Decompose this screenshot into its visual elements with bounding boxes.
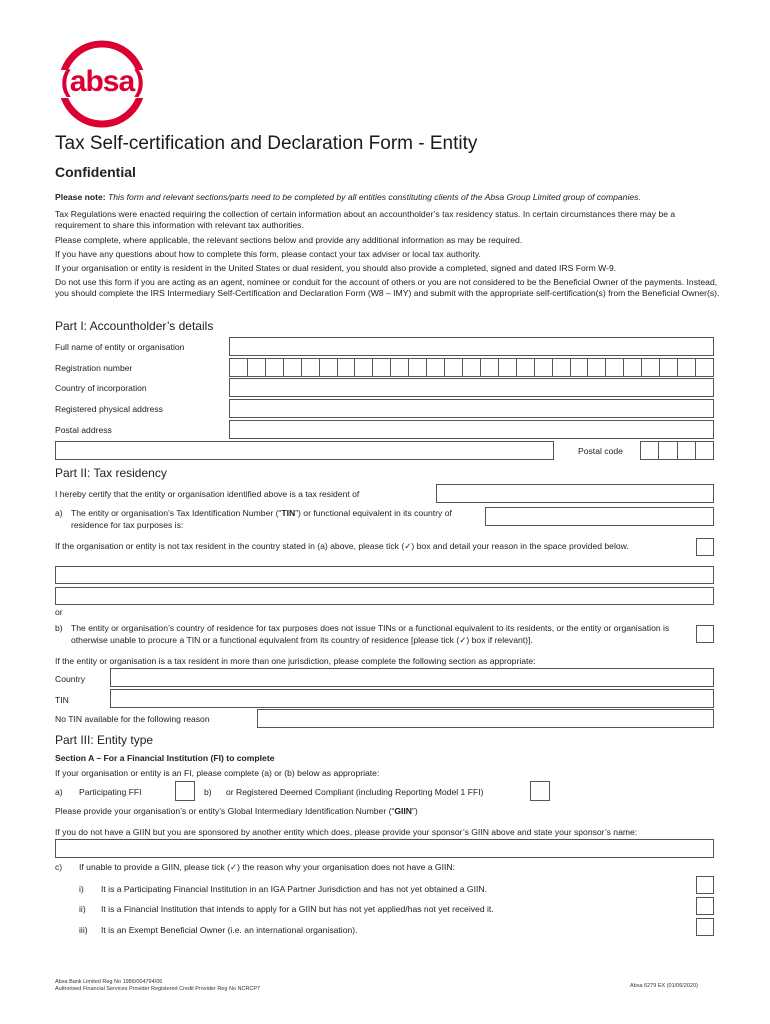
participating-a-label: a) [55, 787, 63, 797]
postal-code-field[interactable] [640, 441, 714, 460]
form-title: Tax Self-certification and Declaration Form - Entity [55, 133, 478, 154]
tin-question: The entity or organisation’s Tax Identification Number (“TIN”) or functional equivalent in its country of residence for tax purposes is: [71, 508, 452, 530]
country2-label: Country [55, 674, 86, 684]
postal-code-label: Postal code [578, 446, 623, 456]
section-a-heading: Section A – For a Financial Institution (FI) to complete [55, 753, 275, 763]
participating-ffi-label: Participating FFI [79, 787, 142, 797]
participating-ffi-checkbox[interactable] [175, 781, 195, 801]
no-tin-reason-label: No TIN available for the following reason [55, 714, 210, 724]
absa-logo: (absa) [54, 36, 150, 132]
logo-wordmark: absa [69, 65, 135, 98]
intro-1: Tax Regulations were enacted requiring the collection of certain information about an accountholder’s tax residency status. In certain circumstances there may be a requirement to share this information with relevant tax authorities. [55, 209, 676, 231]
no-tin-checkbox[interactable] [696, 625, 714, 643]
note: Please note: This form and relevant sections/parts need to be completed by all entities constituting clients of the Absa Group Limited group of companies. [55, 192, 641, 202]
reason-iii-num: iii) [79, 925, 88, 935]
deemed-b-label: b) [204, 787, 212, 797]
reason-ii-checkbox[interactable] [696, 897, 714, 915]
tin2-field[interactable] [110, 689, 714, 708]
footer-form-code: Absa 6279 EX (01/06/2020) [630, 983, 698, 989]
country2-field[interactable] [110, 668, 714, 687]
confidential-label: Confidential [55, 164, 136, 180]
deemed-compliant-checkbox[interactable] [530, 781, 550, 801]
c-label: c) [55, 862, 63, 872]
part1-heading: Part I: Accountholder’s details [55, 319, 214, 333]
reason-ii-text: It is a Financial Institution that intends to apply for a GIIN but has not yet applied/has not yet received it. [101, 904, 494, 914]
reason-i-num: i) [79, 884, 84, 894]
part3-heading: Part III: Entity type [55, 733, 154, 747]
country-label: Country of incorporation [55, 383, 147, 393]
a-label: a) [55, 508, 63, 518]
registration-label: Registration number [55, 363, 133, 373]
no-giin-text: If unable to provide a GIIN, please tick (✓) the reason why your organisation does not have a GIIN: [79, 862, 455, 872]
postal-address-label: Postal address [55, 425, 112, 435]
intro-3: If you have any questions about how to complete this form, please contact your tax adviser or local tax authority. [55, 249, 481, 259]
no-tin-country-text: The entity or organisation’s country of residence for tax purposes does not issue TINs or a functional equivalent to its residents, or the entity or organisation is otherwise unable to procure a TIN or a functional equivalent from its country of residence [please tick (✓) box if relevant)]. [71, 623, 670, 645]
intro-5: Do not use this form if you are acting as an agent, nominee or conduit for the account of others or you are not considered to be the Beneficial Owner of the payments. Instead, you should complete the IRS Intermediary Self-Certification and Declaration Form (W8 – IMY) and submit with the appropriate self-certification(s) from the Beneficial Owner(s). [55, 277, 720, 299]
postal-address-field-2[interactable] [55, 441, 554, 460]
reason-i-text: It is a Participating Financial Institution in an IGA Partner Jurisdiction and has not yet obtained a GIIN. [101, 884, 487, 894]
full-name-field[interactable] [229, 337, 714, 356]
registration-field[interactable] [229, 358, 714, 377]
full-name-label: Full name of entity or organisation [55, 342, 185, 352]
not-resident-checkbox[interactable] [696, 538, 714, 556]
intro-2: Please complete, where applicable, the relevant sections below and provide any additional information as may be required. [55, 235, 523, 245]
tin-field[interactable] [485, 507, 714, 526]
tin2-label: TIN [55, 695, 69, 705]
part2-heading: Part II: Tax residency [55, 466, 167, 480]
reason-field-2[interactable] [55, 587, 714, 605]
multi-jurisdiction-text: If the entity or organisation is a tax resident in more than one jurisdiction, please complete the following section as appropriate: [55, 656, 536, 666]
reason-iii-checkbox[interactable] [696, 918, 714, 936]
no-tin-reason-field[interactable] [257, 709, 714, 728]
postal-address-field[interactable] [229, 420, 714, 439]
giin-text: Please provide your organisation’s or entity’s Global Intermediary Identification Number (“GIIN”) [55, 806, 418, 816]
not-resident-text: If the organisation or entity is not tax resident in the country stated in (a) above, please tick (✓) box and detail your reason in the space provided below. [55, 541, 629, 551]
sponsor-text: If you do not have a GIIN but you are sponsored by another entity which does, please provide your sponsor’s GIIN above and state your sponsor’s name: [55, 827, 638, 837]
if-fi-text: If your organisation or entity is an FI, please complete (a) or (b) below as appropriate: [55, 768, 380, 778]
b-label: b) [55, 623, 63, 633]
physical-address-field[interactable] [229, 399, 714, 418]
reason-iii-text: It is an Exempt Beneficial Owner (i.e. an international organisation). [101, 925, 358, 935]
intro-4: If your organisation or entity is resident in the United States or dual resident, you should also provide a completed, signed and dated IRS Form W-9. [55, 263, 617, 273]
reason-ii-num: ii) [79, 904, 86, 914]
tax-resident-field[interactable] [436, 484, 714, 503]
deemed-compliant-label: or Registered Deemed Compliant (including Reporting Model 1 FFI) [226, 787, 484, 797]
reason-i-checkbox[interactable] [696, 876, 714, 894]
physical-address-label: Registered physical address [55, 404, 163, 414]
country-field[interactable] [229, 378, 714, 397]
or-text: or [55, 607, 63, 617]
reason-field-1[interactable] [55, 566, 714, 584]
footer-fsp: Authorised Financial Services Provider Registered Credit Provider Reg No NCRCP7 [55, 986, 261, 992]
sponsor-field[interactable] [55, 839, 714, 858]
footer-reg: Absa Bank Limited Reg No 1986/004794/06 [55, 979, 163, 985]
certify-text: I hereby certify that the entity or organisation identified above is a tax resident of [55, 489, 360, 499]
